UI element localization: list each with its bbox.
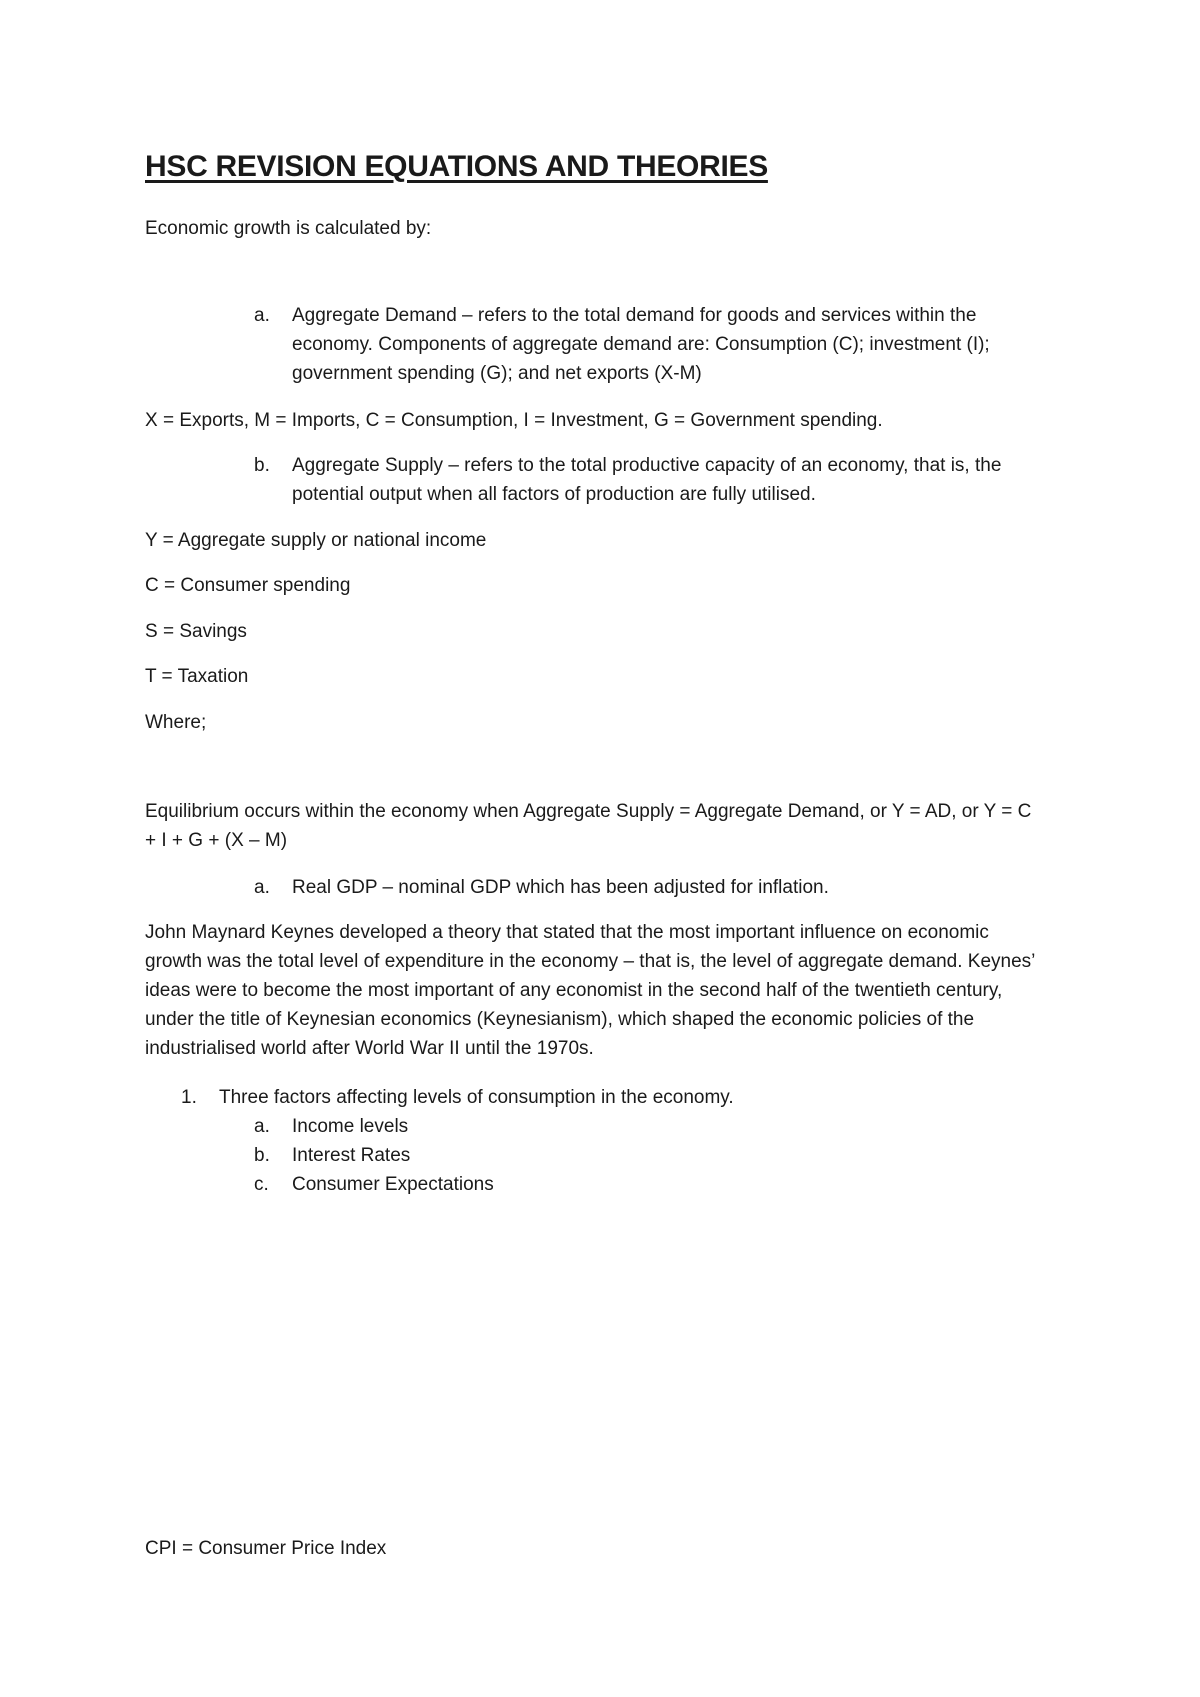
list-marker: a.: [254, 1116, 270, 1137]
list-item-aggregate-demand: [254, 301, 1052, 388]
list-item-text: Real GDP – nominal GDP which has been adjusted for inflation.: [292, 877, 829, 898]
list-item-text: Interest Rates: [292, 1145, 411, 1166]
sub-item-income-levels: [254, 1112, 1092, 1141]
sub-item-interest-rates: [254, 1141, 1092, 1170]
list-marker: b.: [254, 455, 270, 476]
definition-c: C = Consumer spending: [145, 575, 351, 596]
list-item-text: Aggregate Supply – refers to the total productive capacity of an economy, that is, the potential output when all factors of production are fully utilised.: [292, 455, 1002, 505]
list-item-text: Aggregate Demand – refers to the total demand for goods and services within the economy. Components of aggregate demand are: Consumption (C); investment (I); government spending (G); and net exports (X-M): [292, 305, 990, 384]
list-item-text: Three factors affecting levels of consumption in the economy.: [219, 1087, 734, 1108]
sub-item-consumer-expectations: [254, 1170, 1092, 1199]
list-marker: a.: [254, 305, 270, 326]
list-item-consumption-factors: [181, 1083, 1019, 1112]
symbol-legend-line: X = Exports, M = Imports, C = Consumption, I = Investment, G = Government spending.: [145, 410, 883, 431]
list-item-text: Income levels: [292, 1116, 409, 1137]
list-marker: b.: [254, 1145, 270, 1166]
cpi-definition: CPI = Consumer Price Index: [145, 1538, 387, 1559]
keynes-paragraph: John Maynard Keynes developed a theory that stated that the most important influence on economic growth was the total level of expenditure in the economy – that is, the level of aggregate demand. Keynes’ ideas were to become the most important of any economist in the second half of the twentieth century, under the title of Keynesian economics (Keynesianism), which shaped the economic policies of the industrialised world after World War II until the 1970s.: [145, 922, 1035, 1059]
list-marker: 1.: [181, 1087, 197, 1108]
definition-y: Y = Aggregate supply or national income: [145, 530, 487, 551]
list-marker: c.: [254, 1174, 269, 1195]
definition-t: T = Taxation: [145, 666, 249, 687]
list-marker: a.: [254, 877, 270, 898]
document-title: HSC REVISION EQUATIONS AND THEORIES: [145, 150, 768, 183]
list-item-aggregate-supply: [254, 451, 1052, 509]
where-label: Where;: [145, 712, 207, 733]
equilibrium-paragraph: Equilibrium occurs within the economy when Aggregate Supply = Aggregate Demand, or Y = AD, or Y = C + I + G + (X – M): [145, 801, 1032, 851]
list-item-text: Consumer Expectations: [292, 1174, 494, 1195]
definition-s: S = Savings: [145, 621, 247, 642]
intro-text: Economic growth is calculated by:: [145, 218, 432, 239]
list-item-real-gdp: [254, 873, 1052, 902]
